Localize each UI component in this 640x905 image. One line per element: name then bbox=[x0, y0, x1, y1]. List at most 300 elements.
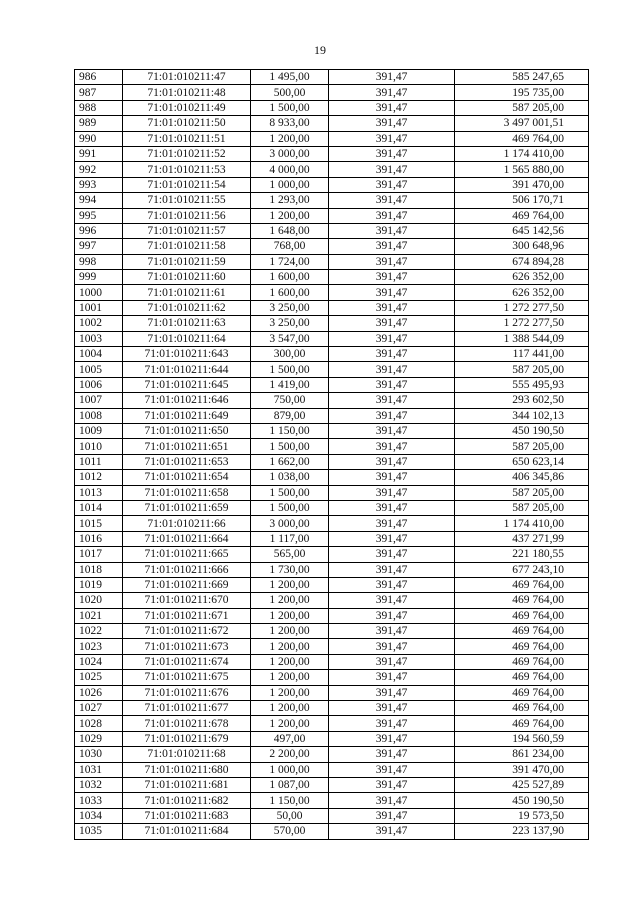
cost-cell: 450 190,50 bbox=[455, 423, 589, 438]
row-number-cell: 1003 bbox=[75, 331, 123, 346]
row-number-cell: 993 bbox=[75, 177, 123, 192]
cadastral-number-cell: 71:01:010211:60 bbox=[123, 270, 251, 285]
table-row bbox=[75, 485, 589, 500]
area-cell: 1 000,00 bbox=[251, 762, 329, 777]
cost-cell: 391 470,00 bbox=[455, 762, 589, 777]
rate-cell: 391,47 bbox=[329, 100, 455, 115]
table-row bbox=[75, 577, 589, 592]
cadastral-number-cell: 71:01:010211:673 bbox=[123, 639, 251, 654]
row-number-cell: 1011 bbox=[75, 454, 123, 469]
table-row bbox=[75, 793, 589, 808]
cadastral-number-cell: 71:01:010211:671 bbox=[123, 608, 251, 623]
row-number-cell: 1012 bbox=[75, 470, 123, 485]
cadastral-number-cell: 71:01:010211:659 bbox=[123, 500, 251, 515]
cost-cell: 19 573,50 bbox=[455, 808, 589, 823]
table-row bbox=[75, 624, 589, 639]
table-row bbox=[75, 85, 589, 100]
cost-cell: 674 894,28 bbox=[455, 254, 589, 269]
area-cell: 1 200,00 bbox=[251, 577, 329, 592]
cadastral-number-cell: 71:01:010211:56 bbox=[123, 208, 251, 223]
row-number-cell: 991 bbox=[75, 146, 123, 161]
cost-cell: 677 243,10 bbox=[455, 562, 589, 577]
row-number-cell: 999 bbox=[75, 270, 123, 285]
table-row bbox=[75, 824, 589, 839]
area-cell: 1 150,00 bbox=[251, 423, 329, 438]
cadastral-number-cell: 71:01:010211:66 bbox=[123, 516, 251, 531]
cost-cell: 587 205,00 bbox=[455, 485, 589, 500]
row-number-cell: 1034 bbox=[75, 808, 123, 823]
row-number-cell: 1021 bbox=[75, 608, 123, 623]
table-row bbox=[75, 531, 589, 546]
cost-cell: 469 764,00 bbox=[455, 131, 589, 146]
cost-cell: 1 388 544,09 bbox=[455, 331, 589, 346]
cadastral-number-cell: 71:01:010211:49 bbox=[123, 100, 251, 115]
cadastral-number-cell: 71:01:010211:61 bbox=[123, 285, 251, 300]
row-number-cell: 992 bbox=[75, 162, 123, 177]
rate-cell: 391,47 bbox=[329, 747, 455, 762]
row-number-cell: 1000 bbox=[75, 285, 123, 300]
area-cell: 4 000,00 bbox=[251, 162, 329, 177]
area-cell: 1 500,00 bbox=[251, 485, 329, 500]
area-cell: 1 500,00 bbox=[251, 100, 329, 115]
area-cell: 750,00 bbox=[251, 393, 329, 408]
rate-cell: 391,47 bbox=[329, 562, 455, 577]
row-number-cell: 1009 bbox=[75, 423, 123, 438]
cadastral-number-cell: 71:01:010211:55 bbox=[123, 193, 251, 208]
table-row bbox=[75, 500, 589, 515]
rate-cell: 391,47 bbox=[329, 239, 455, 254]
cost-cell: 469 764,00 bbox=[455, 670, 589, 685]
cost-cell: 293 602,50 bbox=[455, 393, 589, 408]
area-cell: 1 495,00 bbox=[251, 70, 329, 85]
area-cell: 565,00 bbox=[251, 547, 329, 562]
row-number-cell: 996 bbox=[75, 223, 123, 238]
row-number-cell: 1014 bbox=[75, 500, 123, 515]
rate-cell: 391,47 bbox=[329, 223, 455, 238]
table-row bbox=[75, 254, 589, 269]
cadastral-number-cell: 71:01:010211:52 bbox=[123, 146, 251, 161]
area-cell: 1 200,00 bbox=[251, 593, 329, 608]
row-number-cell: 1024 bbox=[75, 654, 123, 669]
cost-cell: 469 764,00 bbox=[455, 716, 589, 731]
area-cell: 3 000,00 bbox=[251, 146, 329, 161]
cadastral-number-cell: 71:01:010211:53 bbox=[123, 162, 251, 177]
rate-cell: 391,47 bbox=[329, 116, 455, 131]
cost-cell: 469 764,00 bbox=[455, 593, 589, 608]
rate-cell: 391,47 bbox=[329, 701, 455, 716]
cost-cell: 469 764,00 bbox=[455, 639, 589, 654]
row-number-cell: 990 bbox=[75, 131, 123, 146]
area-cell: 1 038,00 bbox=[251, 470, 329, 485]
cadastral-number-cell: 71:01:010211:653 bbox=[123, 454, 251, 469]
table-row bbox=[75, 670, 589, 685]
cost-cell: 300 648,96 bbox=[455, 239, 589, 254]
cost-cell: 555 495,93 bbox=[455, 377, 589, 392]
cost-cell: 506 170,71 bbox=[455, 193, 589, 208]
rate-cell: 391,47 bbox=[329, 547, 455, 562]
cost-cell: 1 174 410,00 bbox=[455, 516, 589, 531]
cadastral-number-cell: 71:01:010211:644 bbox=[123, 362, 251, 377]
area-cell: 1 500,00 bbox=[251, 500, 329, 515]
table-row bbox=[75, 239, 589, 254]
cadastral-number-cell: 71:01:010211:679 bbox=[123, 731, 251, 746]
cost-cell: 587 205,00 bbox=[455, 500, 589, 515]
rate-cell: 391,47 bbox=[329, 254, 455, 269]
cadastral-number-cell: 71:01:010211:669 bbox=[123, 577, 251, 592]
cost-cell: 1 272 277,50 bbox=[455, 316, 589, 331]
cadastral-number-cell: 71:01:010211:63 bbox=[123, 316, 251, 331]
rate-cell: 391,47 bbox=[329, 470, 455, 485]
row-number-cell: 997 bbox=[75, 239, 123, 254]
cost-cell: 221 180,55 bbox=[455, 547, 589, 562]
rate-cell: 391,47 bbox=[329, 316, 455, 331]
area-cell: 3 547,00 bbox=[251, 331, 329, 346]
rate-cell: 391,47 bbox=[329, 177, 455, 192]
row-number-cell: 1008 bbox=[75, 408, 123, 423]
area-cell: 1 200,00 bbox=[251, 639, 329, 654]
row-number-cell: 1032 bbox=[75, 777, 123, 792]
table-row bbox=[75, 131, 589, 146]
cadastral-number-cell: 71:01:010211:62 bbox=[123, 300, 251, 315]
cost-cell: 3 497 001,51 bbox=[455, 116, 589, 131]
cadastral-number-cell: 71:01:010211:68 bbox=[123, 747, 251, 762]
area-cell: 3 250,00 bbox=[251, 316, 329, 331]
cost-cell: 585 247,65 bbox=[455, 70, 589, 85]
row-number-cell: 1026 bbox=[75, 685, 123, 700]
table-row bbox=[75, 593, 589, 608]
cadastral-number-cell: 71:01:010211:58 bbox=[123, 239, 251, 254]
rate-cell: 391,47 bbox=[329, 408, 455, 423]
table-row bbox=[75, 300, 589, 315]
cadastral-number-cell: 71:01:010211:665 bbox=[123, 547, 251, 562]
cost-cell: 587 205,00 bbox=[455, 439, 589, 454]
cost-cell: 391 470,00 bbox=[455, 177, 589, 192]
row-number-cell: 1007 bbox=[75, 393, 123, 408]
table-row bbox=[75, 547, 589, 562]
cadastral-table bbox=[74, 69, 589, 840]
table-row bbox=[75, 747, 589, 762]
cadastral-number-cell: 71:01:010211:682 bbox=[123, 793, 251, 808]
row-number-cell: 1016 bbox=[75, 531, 123, 546]
table-row bbox=[75, 146, 589, 161]
cost-cell: 469 764,00 bbox=[455, 685, 589, 700]
cadastral-number-cell: 71:01:010211:646 bbox=[123, 393, 251, 408]
cost-cell: 626 352,00 bbox=[455, 285, 589, 300]
table-row bbox=[75, 808, 589, 823]
area-cell: 1 200,00 bbox=[251, 716, 329, 731]
row-number-cell: 1010 bbox=[75, 439, 123, 454]
rate-cell: 391,47 bbox=[329, 685, 455, 700]
cost-cell: 406 345,86 bbox=[455, 470, 589, 485]
cost-cell: 194 560,59 bbox=[455, 731, 589, 746]
row-number-cell: 1025 bbox=[75, 670, 123, 685]
area-cell: 1 662,00 bbox=[251, 454, 329, 469]
rate-cell: 391,47 bbox=[329, 347, 455, 362]
row-number-cell: 1022 bbox=[75, 624, 123, 639]
rate-cell: 391,47 bbox=[329, 731, 455, 746]
row-number-cell: 1019 bbox=[75, 577, 123, 592]
table-row bbox=[75, 377, 589, 392]
rate-cell: 391,47 bbox=[329, 439, 455, 454]
table-row bbox=[75, 654, 589, 669]
rate-cell: 391,47 bbox=[329, 85, 455, 100]
row-number-cell: 988 bbox=[75, 100, 123, 115]
row-number-cell: 987 bbox=[75, 85, 123, 100]
table-body bbox=[75, 70, 589, 840]
area-cell: 1 200,00 bbox=[251, 208, 329, 223]
table-row bbox=[75, 208, 589, 223]
cost-cell: 626 352,00 bbox=[455, 270, 589, 285]
cost-cell: 587 205,00 bbox=[455, 100, 589, 115]
table-row bbox=[75, 731, 589, 746]
rate-cell: 391,47 bbox=[329, 362, 455, 377]
cadastral-number-cell: 71:01:010211:681 bbox=[123, 777, 251, 792]
rate-cell: 391,47 bbox=[329, 331, 455, 346]
rate-cell: 391,47 bbox=[329, 808, 455, 823]
rate-cell: 391,47 bbox=[329, 716, 455, 731]
cost-cell: 861 234,00 bbox=[455, 747, 589, 762]
cost-cell: 469 764,00 bbox=[455, 701, 589, 716]
cost-cell: 450 190,50 bbox=[455, 793, 589, 808]
area-cell: 1 117,00 bbox=[251, 531, 329, 546]
table-row bbox=[75, 193, 589, 208]
rate-cell: 391,47 bbox=[329, 423, 455, 438]
table-row bbox=[75, 470, 589, 485]
area-cell: 1 200,00 bbox=[251, 624, 329, 639]
table-row bbox=[75, 270, 589, 285]
row-number-cell: 1020 bbox=[75, 593, 123, 608]
rate-cell: 391,47 bbox=[329, 824, 455, 839]
table-row bbox=[75, 223, 589, 238]
table-row bbox=[75, 408, 589, 423]
cadastral-number-cell: 71:01:010211:677 bbox=[123, 701, 251, 716]
cadastral-number-cell: 71:01:010211:651 bbox=[123, 439, 251, 454]
cadastral-number-cell: 71:01:010211:684 bbox=[123, 824, 251, 839]
table-row bbox=[75, 685, 589, 700]
area-cell: 497,00 bbox=[251, 731, 329, 746]
cadastral-number-cell: 71:01:010211:649 bbox=[123, 408, 251, 423]
cadastral-number-cell: 71:01:010211:645 bbox=[123, 377, 251, 392]
cost-cell: 1 174 410,00 bbox=[455, 146, 589, 161]
rate-cell: 391,47 bbox=[329, 485, 455, 500]
row-number-cell: 1002 bbox=[75, 316, 123, 331]
table-row bbox=[75, 347, 589, 362]
area-cell: 3 000,00 bbox=[251, 516, 329, 531]
cadastral-number-cell: 71:01:010211:47 bbox=[123, 70, 251, 85]
area-cell: 1 200,00 bbox=[251, 685, 329, 700]
table-row bbox=[75, 177, 589, 192]
row-number-cell: 994 bbox=[75, 193, 123, 208]
row-number-cell: 1005 bbox=[75, 362, 123, 377]
rate-cell: 391,47 bbox=[329, 70, 455, 85]
area-cell: 1 200,00 bbox=[251, 654, 329, 669]
cadastral-number-cell: 71:01:010211:658 bbox=[123, 485, 251, 500]
area-cell: 50,00 bbox=[251, 808, 329, 823]
cost-cell: 469 764,00 bbox=[455, 208, 589, 223]
area-cell: 1 600,00 bbox=[251, 285, 329, 300]
rate-cell: 391,47 bbox=[329, 500, 455, 515]
area-cell: 3 250,00 bbox=[251, 300, 329, 315]
row-number-cell: 1031 bbox=[75, 762, 123, 777]
table-row bbox=[75, 116, 589, 131]
table-row bbox=[75, 362, 589, 377]
area-cell: 500,00 bbox=[251, 85, 329, 100]
cadastral-number-cell: 71:01:010211:666 bbox=[123, 562, 251, 577]
cadastral-number-cell: 71:01:010211:654 bbox=[123, 470, 251, 485]
rate-cell: 391,47 bbox=[329, 762, 455, 777]
rate-cell: 391,47 bbox=[329, 516, 455, 531]
row-number-cell: 1035 bbox=[75, 824, 123, 839]
table-row bbox=[75, 100, 589, 115]
area-cell: 1 648,00 bbox=[251, 223, 329, 238]
rate-cell: 391,47 bbox=[329, 131, 455, 146]
cost-cell: 437 271,99 bbox=[455, 531, 589, 546]
cost-cell: 469 764,00 bbox=[455, 654, 589, 669]
area-cell: 1 600,00 bbox=[251, 270, 329, 285]
cadastral-number-cell: 71:01:010211:683 bbox=[123, 808, 251, 823]
table-row bbox=[75, 762, 589, 777]
cost-cell: 645 142,56 bbox=[455, 223, 589, 238]
area-cell: 1 200,00 bbox=[251, 131, 329, 146]
cost-cell: 469 764,00 bbox=[455, 577, 589, 592]
cadastral-number-cell: 71:01:010211:54 bbox=[123, 177, 251, 192]
area-cell: 1 200,00 bbox=[251, 608, 329, 623]
table-row bbox=[75, 639, 589, 654]
row-number-cell: 1033 bbox=[75, 793, 123, 808]
cadastral-number-cell: 71:01:010211:675 bbox=[123, 670, 251, 685]
row-number-cell: 1027 bbox=[75, 701, 123, 716]
cadastral-number-cell: 71:01:010211:643 bbox=[123, 347, 251, 362]
cadastral-number-cell: 71:01:010211:59 bbox=[123, 254, 251, 269]
rate-cell: 391,47 bbox=[329, 454, 455, 469]
area-cell: 1 087,00 bbox=[251, 777, 329, 792]
cost-cell: 117 441,00 bbox=[455, 347, 589, 362]
area-cell: 879,00 bbox=[251, 408, 329, 423]
page-number: 19 bbox=[314, 43, 326, 57]
area-cell: 1 000,00 bbox=[251, 177, 329, 192]
row-number-cell: 1015 bbox=[75, 516, 123, 531]
rate-cell: 391,47 bbox=[329, 777, 455, 792]
rate-cell: 391,47 bbox=[329, 285, 455, 300]
cost-cell: 469 764,00 bbox=[455, 624, 589, 639]
area-cell: 1 730,00 bbox=[251, 562, 329, 577]
table-row bbox=[75, 716, 589, 731]
table-row bbox=[75, 454, 589, 469]
table-row bbox=[75, 162, 589, 177]
cadastral-number-cell: 71:01:010211:674 bbox=[123, 654, 251, 669]
area-cell: 1 150,00 bbox=[251, 793, 329, 808]
rate-cell: 391,47 bbox=[329, 577, 455, 592]
area-cell: 1 724,00 bbox=[251, 254, 329, 269]
rate-cell: 391,47 bbox=[329, 624, 455, 639]
cadastral-number-cell: 71:01:010211:50 bbox=[123, 116, 251, 131]
rate-cell: 391,47 bbox=[329, 208, 455, 223]
area-cell: 1 500,00 bbox=[251, 439, 329, 454]
cost-cell: 223 137,90 bbox=[455, 824, 589, 839]
rate-cell: 391,47 bbox=[329, 654, 455, 669]
row-number-cell: 1029 bbox=[75, 731, 123, 746]
row-number-cell: 995 bbox=[75, 208, 123, 223]
area-cell: 1 200,00 bbox=[251, 670, 329, 685]
cost-cell: 195 735,00 bbox=[455, 85, 589, 100]
row-number-cell: 1023 bbox=[75, 639, 123, 654]
rate-cell: 391,47 bbox=[329, 300, 455, 315]
table-row bbox=[75, 331, 589, 346]
area-cell: 768,00 bbox=[251, 239, 329, 254]
row-number-cell: 1001 bbox=[75, 300, 123, 315]
cadastral-number-cell: 71:01:010211:48 bbox=[123, 85, 251, 100]
area-cell: 1 200,00 bbox=[251, 701, 329, 716]
rate-cell: 391,47 bbox=[329, 146, 455, 161]
rate-cell: 391,47 bbox=[329, 531, 455, 546]
row-number-cell: 1030 bbox=[75, 747, 123, 762]
cost-cell: 1 272 277,50 bbox=[455, 300, 589, 315]
cost-cell: 587 205,00 bbox=[455, 362, 589, 377]
row-number-cell: 989 bbox=[75, 116, 123, 131]
rate-cell: 391,47 bbox=[329, 670, 455, 685]
table-row bbox=[75, 393, 589, 408]
rate-cell: 391,47 bbox=[329, 270, 455, 285]
table-row bbox=[75, 516, 589, 531]
rate-cell: 391,47 bbox=[329, 393, 455, 408]
area-cell: 300,00 bbox=[251, 347, 329, 362]
rate-cell: 391,47 bbox=[329, 377, 455, 392]
rate-cell: 391,47 bbox=[329, 639, 455, 654]
table-row bbox=[75, 439, 589, 454]
cadastral-number-cell: 71:01:010211:678 bbox=[123, 716, 251, 731]
table-row bbox=[75, 777, 589, 792]
cost-cell: 344 102,13 bbox=[455, 408, 589, 423]
cost-cell: 425 527,89 bbox=[455, 777, 589, 792]
cost-cell: 1 565 880,00 bbox=[455, 162, 589, 177]
cadastral-number-cell: 71:01:010211:57 bbox=[123, 223, 251, 238]
table-row bbox=[75, 701, 589, 716]
row-number-cell: 1006 bbox=[75, 377, 123, 392]
row-number-cell: 1004 bbox=[75, 347, 123, 362]
rate-cell: 391,47 bbox=[329, 593, 455, 608]
cadastral-number-cell: 71:01:010211:64 bbox=[123, 331, 251, 346]
area-cell: 2 200,00 bbox=[251, 747, 329, 762]
table-row bbox=[75, 316, 589, 331]
table-row bbox=[75, 70, 589, 85]
row-number-cell: 986 bbox=[75, 70, 123, 85]
table-row bbox=[75, 608, 589, 623]
area-cell: 1 500,00 bbox=[251, 362, 329, 377]
rate-cell: 391,47 bbox=[329, 608, 455, 623]
cadastral-number-cell: 71:01:010211:672 bbox=[123, 624, 251, 639]
row-number-cell: 1028 bbox=[75, 716, 123, 731]
rate-cell: 391,47 bbox=[329, 162, 455, 177]
rate-cell: 391,47 bbox=[329, 793, 455, 808]
cost-cell: 650 623,14 bbox=[455, 454, 589, 469]
area-cell: 570,00 bbox=[251, 824, 329, 839]
cadastral-number-cell: 71:01:010211:680 bbox=[123, 762, 251, 777]
area-cell: 1 293,00 bbox=[251, 193, 329, 208]
table-row bbox=[75, 423, 589, 438]
cadastral-number-cell: 71:01:010211:664 bbox=[123, 531, 251, 546]
cadastral-number-cell: 71:01:010211:670 bbox=[123, 593, 251, 608]
area-cell: 8 933,00 bbox=[251, 116, 329, 131]
area-cell: 1 419,00 bbox=[251, 377, 329, 392]
row-number-cell: 1017 bbox=[75, 547, 123, 562]
cadastral-number-cell: 71:01:010211:51 bbox=[123, 131, 251, 146]
row-number-cell: 1018 bbox=[75, 562, 123, 577]
row-number-cell: 1013 bbox=[75, 485, 123, 500]
cadastral-number-cell: 71:01:010211:650 bbox=[123, 423, 251, 438]
row-number-cell: 998 bbox=[75, 254, 123, 269]
cost-cell: 469 764,00 bbox=[455, 608, 589, 623]
cadastral-number-cell: 71:01:010211:676 bbox=[123, 685, 251, 700]
